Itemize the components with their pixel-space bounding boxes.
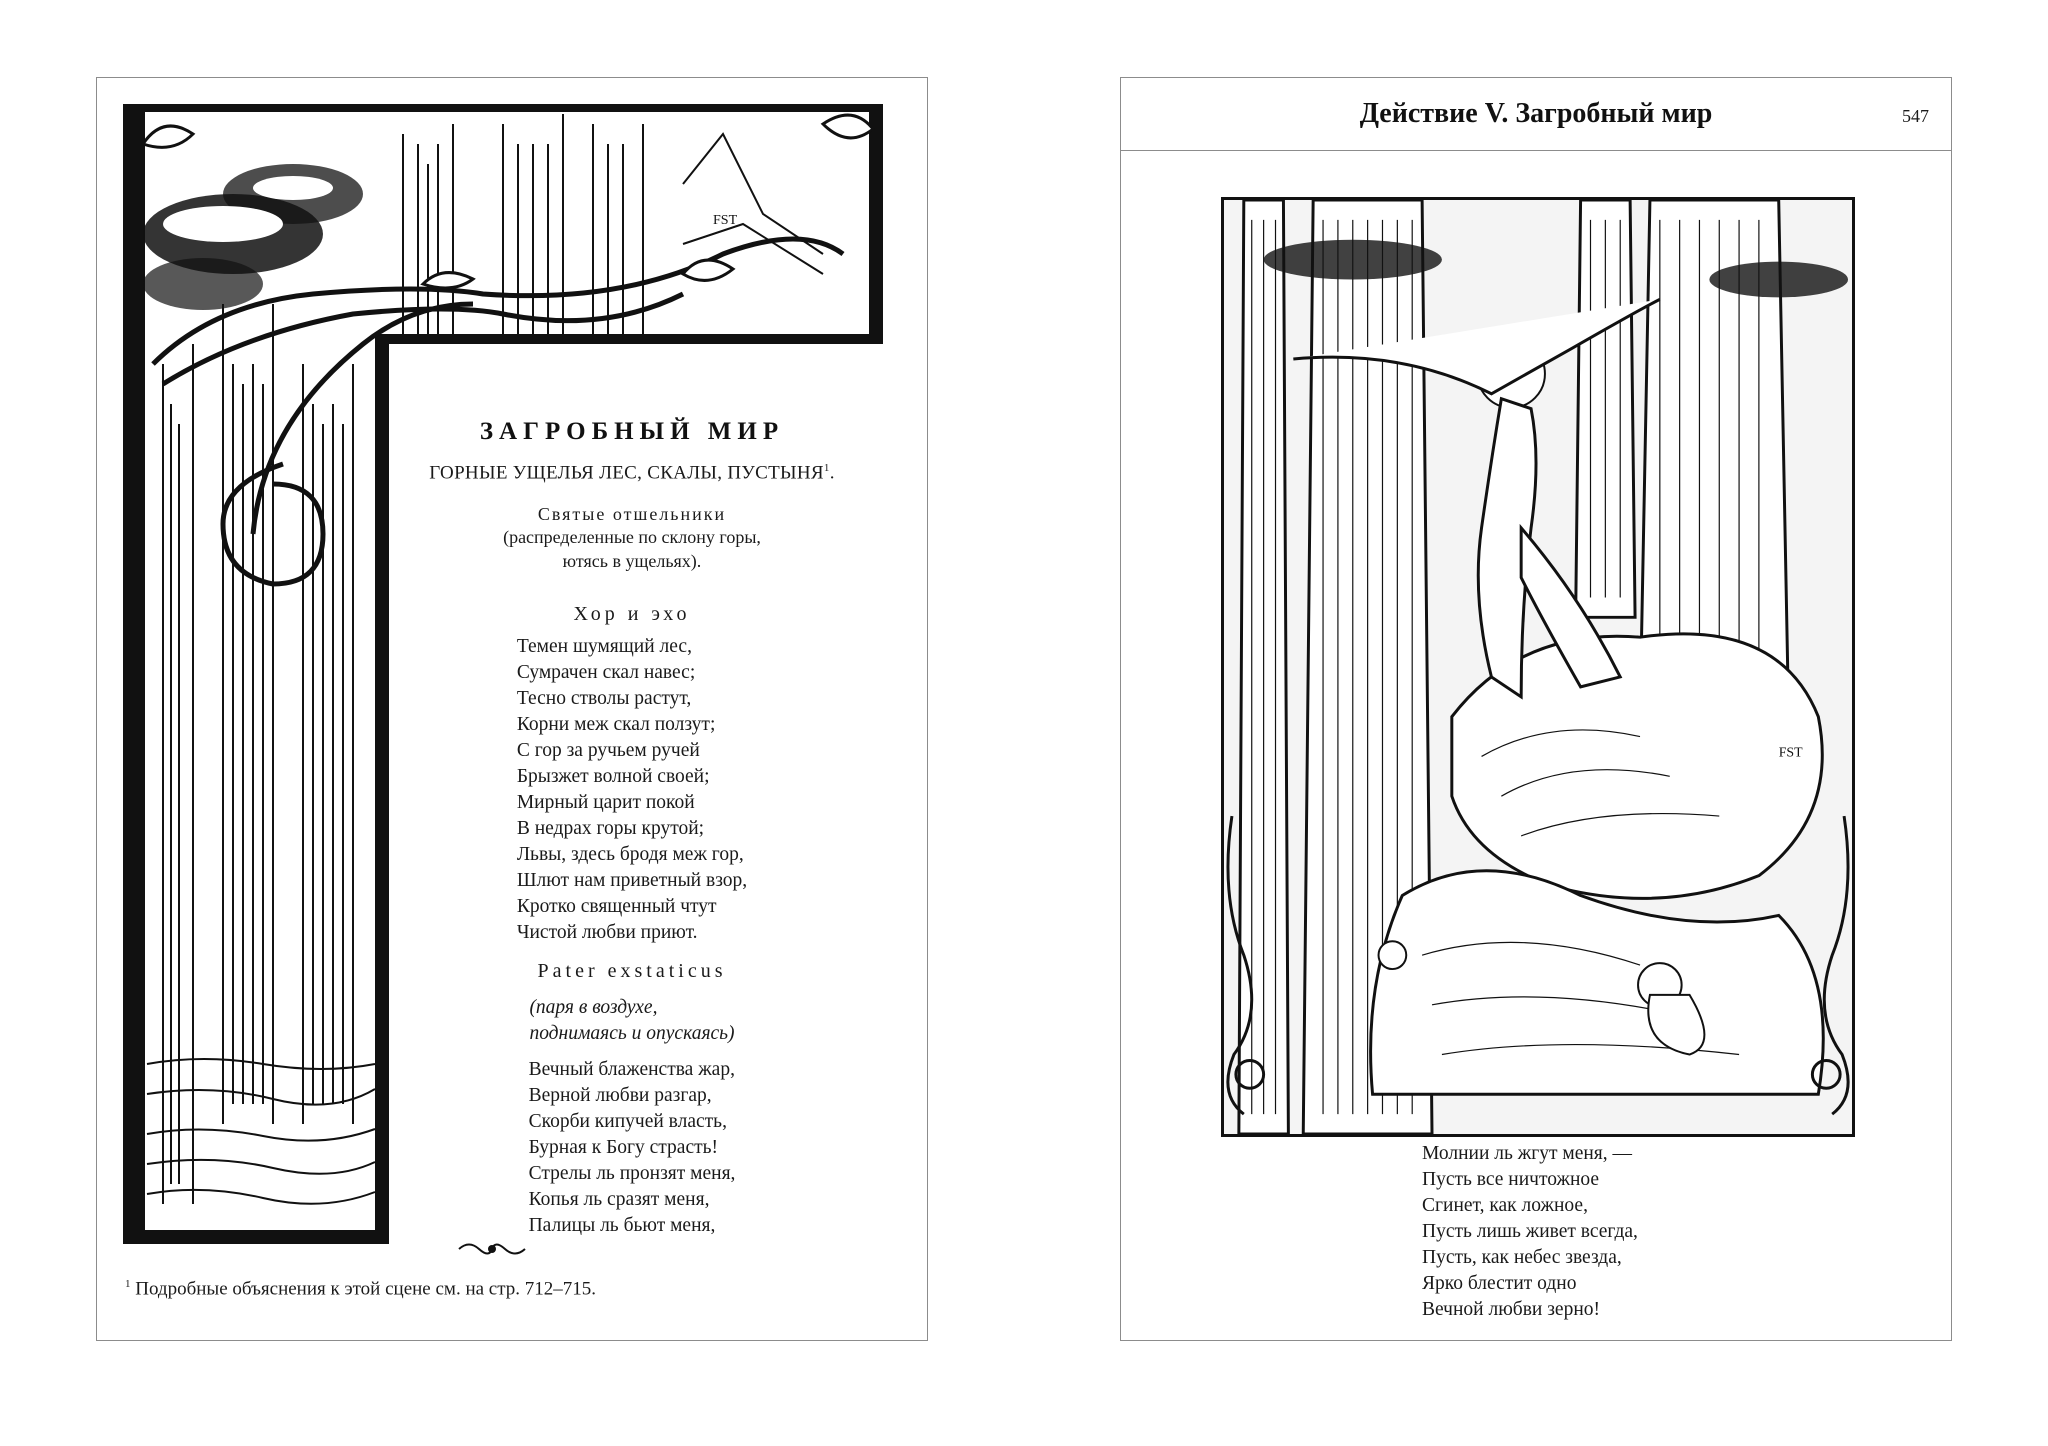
verse-line: Скорби кипучей власть, — [528, 1111, 727, 1133]
verse-line: Чистой любви приют. — [516, 922, 698, 944]
verse-line: Пусть, как небес звезда, — [1422, 1247, 1622, 1268]
footnote-reference[interactable]: 1 — [823, 462, 830, 474]
verse-line: Мирный царит покой — [516, 792, 695, 814]
poem-text-block — [397, 418, 867, 1239]
stage-direction-1: (распределенные по склону горы, — [503, 527, 761, 548]
footnote-mark: 1 — [125, 1278, 131, 1290]
stage-line: поднимаясь и опускаясь) — [529, 1023, 735, 1045]
verse-line: В недрах горы крутой; — [516, 818, 705, 840]
svg-text:FST: FST — [1778, 745, 1803, 761]
verse-line: Копья ль сразят меня, — [528, 1189, 710, 1211]
verse-line: Кротко священный чтут — [516, 896, 717, 918]
verse-line: С гор за ручьем ручей — [516, 740, 700, 762]
verse-line: Пусть все ничтожное — [1422, 1169, 1600, 1190]
verse-line: Тесно стволы растут, — [516, 688, 692, 710]
verse-line: Брызжет волной своей; — [516, 766, 710, 788]
verse-line: Сумрачен скал навес; — [516, 662, 696, 684]
stage-direction-2 — [529, 995, 734, 1047]
verse-line: Палицы ль бьют меня, — [528, 1215, 716, 1237]
role-hermits: Святые отшельники — [537, 504, 727, 525]
left-page — [96, 77, 928, 1341]
verse-line: Вечной любви зерно! — [1422, 1299, 1601, 1320]
verse-line: Ярко блестит одно — [1422, 1273, 1577, 1294]
verse-line: Темен шумящий лес, — [516, 636, 692, 658]
verse-pater — [529, 1057, 736, 1239]
engraving-illustration — [1221, 197, 1855, 1137]
verse-line: Пусть лишь живет всегда, — [1422, 1221, 1638, 1242]
svg-text:FST: FST — [713, 213, 738, 228]
right-page — [1120, 77, 1952, 1341]
verse-line: Львы, здесь бродя меж гор, — [516, 844, 744, 866]
scene-setting-text: ГОРНЫЕ УЩЕЛЬЯ ЛЕС, СКАЛЫ, ПУСТЫНЯ — [429, 462, 824, 484]
role-pater-exstaticus: Pater exstaticus — [537, 960, 727, 983]
verse-line: Бурная к Богу страсть! — [528, 1137, 719, 1159]
verse-right — [1422, 1141, 1638, 1323]
verse-line: Молнии ль жгут меня, — — [1422, 1143, 1633, 1164]
verse-line: Стрелы ль пронзят меня, — [528, 1163, 736, 1185]
verse-line: Корни меж скал ползут; — [516, 714, 716, 736]
scene-setting: ГОРНЫЕ УЩЕЛЬЯ ЛЕС, СКАЛЫ, ПУСТЫНЯ$^1$. — [429, 462, 835, 484]
stage-direction-1b: ютясь в ущельях). — [562, 551, 702, 572]
footnote-text: Подробные объяснения к этой сцене см. на стр. 712–715. — [130, 1278, 597, 1300]
verse-line: Верной любви разгар, — [528, 1085, 712, 1107]
running-header — [1121, 78, 1951, 151]
footnote — [125, 1278, 596, 1300]
page-number: 547 — [1902, 106, 1929, 126]
running-title: Действие V. Загробный мир — [1359, 98, 1713, 129]
verse-line: Вечный блаженства жар, — [528, 1059, 735, 1081]
scene-title: ЗАГРОБНЫЙ МИР — [479, 418, 785, 445]
verse-line: Шлют нам приветный взор, — [516, 870, 748, 892]
ornament-vignette — [457, 1238, 527, 1260]
role-chorus: Хор и эхо — [573, 603, 691, 626]
verse-chorus — [517, 634, 747, 946]
stage-line: (паря в воздухе, — [529, 997, 658, 1019]
verse-line: Сгинет, как ложное, — [1422, 1195, 1588, 1216]
